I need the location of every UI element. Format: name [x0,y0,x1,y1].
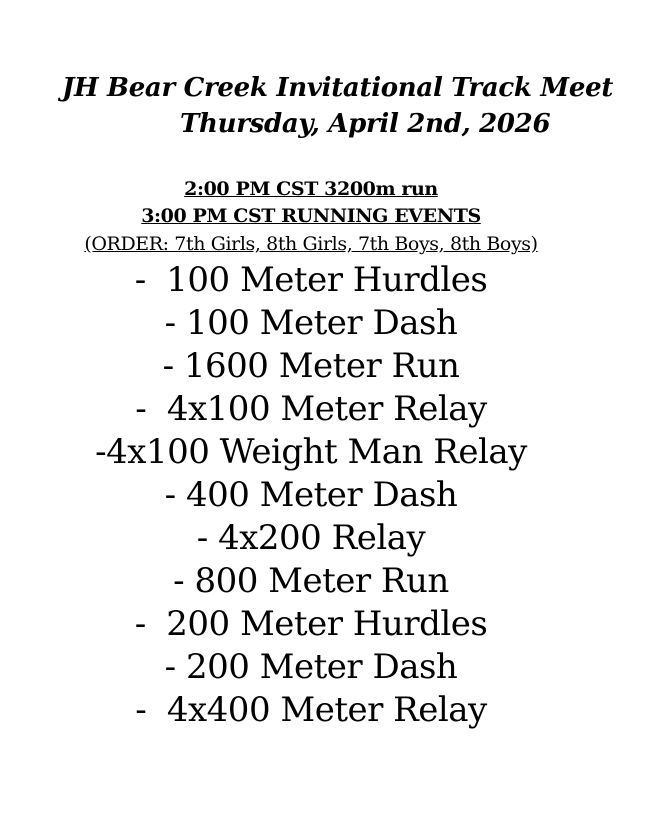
schedule-running-events-time: 3:00 PM CST RUNNING EVENTS [141,205,481,227]
event-item: - 4x400 Meter Relay [135,690,487,730]
event-list [0,259,622,732]
event-item: - 200 Meter Dash [164,647,458,687]
meet-title: JH Bear Creek Invitational Track Meet [62,73,614,103]
event-item: - 800 Meter Run [173,561,449,601]
event-item: - 1600 Meter Run [162,346,460,386]
event-item: - 400 Meter Dash [164,475,458,515]
event-item: - 100 Meter Dash [164,303,458,343]
event-item: - 4x200 Relay [196,518,426,558]
schedule-3200m-time: 2:00 PM CST 3200m run [184,178,438,200]
schedule-order-note: (ORDER: 7th Girls, 8th Girls, 7th Boys, 8th Boys) [84,233,538,255]
meet-date: Thursday, April 2nd, 2026 [180,109,551,139]
event-item: - 4x100 Meter Relay [135,389,487,429]
event-item: -4x100 Weight Man Relay [95,432,527,472]
event-item: - 200 Meter Hurdles [134,604,488,644]
event-item: - 100 Meter Hurdles [134,260,488,300]
